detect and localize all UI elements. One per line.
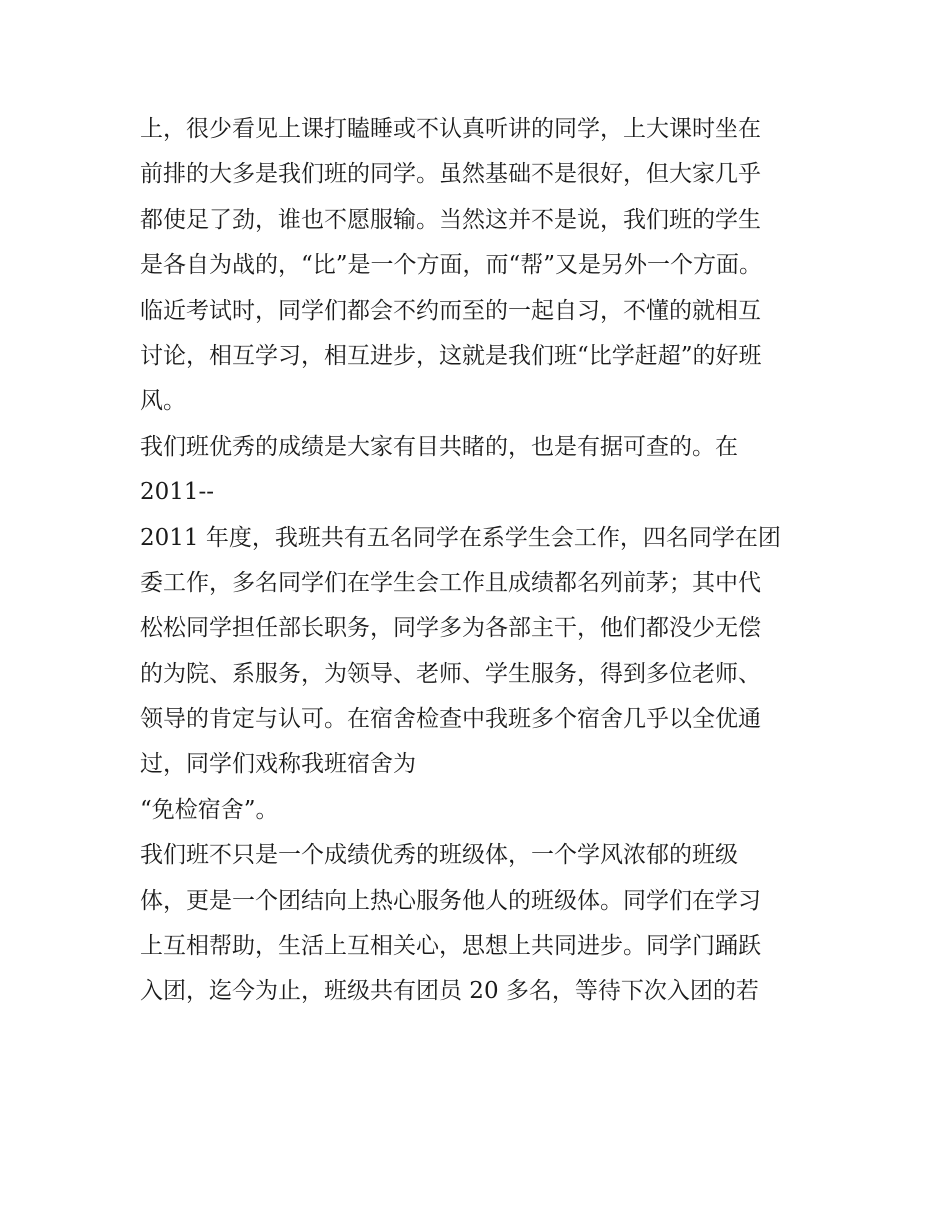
text-line: 我们班不只是一个成绩优秀的班级体，一个学风浓郁的班级 bbox=[140, 842, 738, 869]
text-line: 讨论，相互学习，相互进步，这就是我们班“比学赶超”的好班 bbox=[140, 342, 762, 369]
text-line: 2011-- bbox=[140, 479, 215, 506]
text-line: 2011 年度，我班共有五名同学在系学生会工作，四名同学在团 bbox=[140, 524, 781, 551]
text-line: 领导的肯定与认可。在宿舍检查中我班多个宿舍几乎以全优通 bbox=[140, 706, 761, 733]
text-line: 是各自为战的，“比”是一个方面，而“帮”又是另外一个方面。 bbox=[140, 252, 763, 279]
text-line: 上互相帮助，生活上互相关心，思想上共同进步。同学门踊跃 bbox=[140, 933, 761, 960]
text-line: 的为院、系服务，为领导、老师、学生服务，得到多位老师、 bbox=[140, 660, 761, 687]
text-line: 松松同学担任部长职务，同学多为各部主干，他们都没少无偿 bbox=[140, 615, 761, 642]
text-line: 体，更是一个团结向上热心服务他人的班级体。同学们在学习 bbox=[140, 887, 761, 914]
text-line: 我们班优秀的成绩是大家有目共睹的，也是有据可查的。在 bbox=[140, 433, 738, 460]
body-text bbox=[140, 107, 820, 1015]
text-line: “免检宿舍”。 bbox=[140, 796, 279, 823]
text-line: 上，很少看见上课打瞌睡或不认真听讲的同学，上大课时坐在 bbox=[140, 116, 761, 142]
text-line: 过，同学们戏称我班宿舍为 bbox=[140, 751, 416, 778]
text-line: 前排的大多是我们班的同学。虽然基础不是很好，但大家几乎 bbox=[140, 161, 761, 188]
text-line: 临近考试时，同学们都会不约而至的一起自习，不懂的就相互 bbox=[140, 297, 761, 324]
text-line: 风。 bbox=[140, 388, 186, 415]
text-line: 委工作，多名同学们在学生会工作且成绩都名列前茅；其中代 bbox=[140, 569, 761, 596]
text-line: 都使足了劲，谁也不愿服输。当然这并不是说，我们班的学生 bbox=[140, 206, 761, 233]
text-line: 入团，迄今为止，班级共有团员 20 多名，等待下次入团的若 bbox=[140, 978, 759, 1005]
